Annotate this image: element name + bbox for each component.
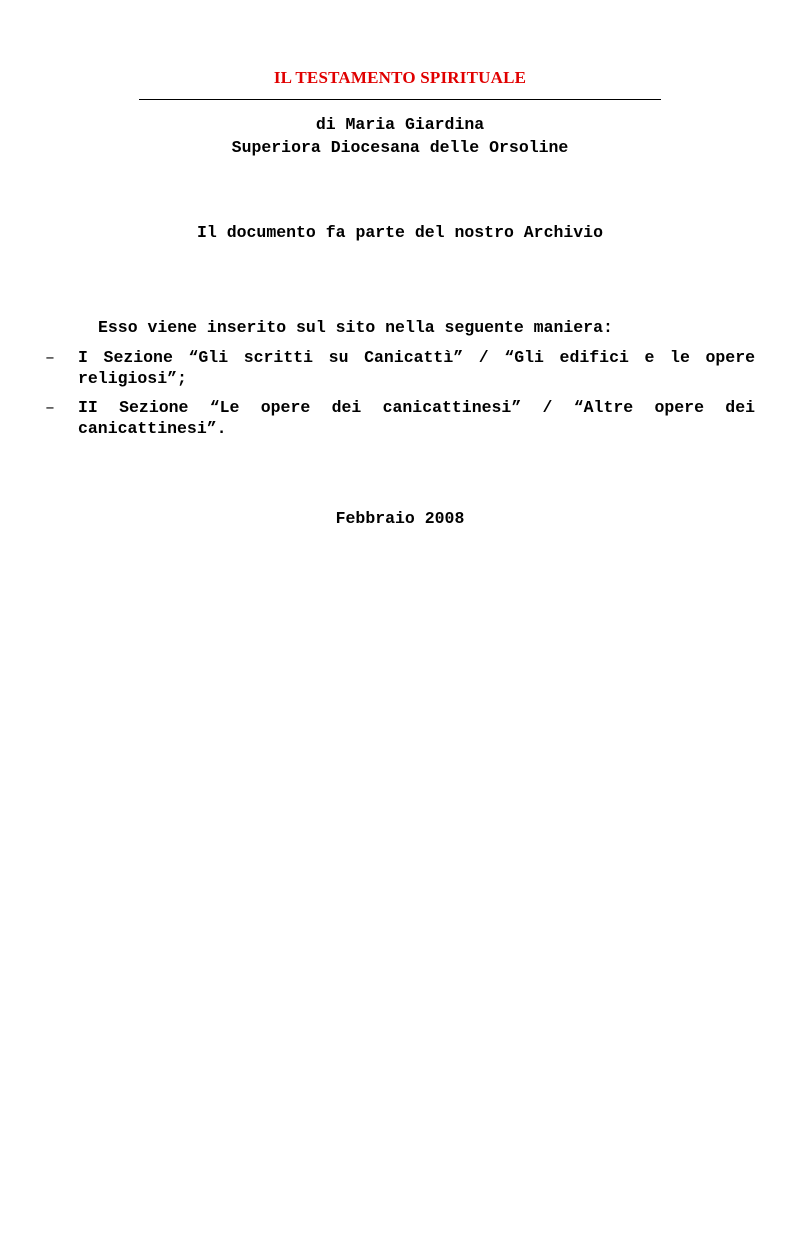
- bullet-dash: –: [45, 398, 55, 417]
- section-list: [45, 347, 755, 447]
- author-block: [0, 113, 800, 159]
- document-title: IL TESTAMENTO SPIRITUALE: [273, 68, 527, 87]
- intro-text: Esso viene inserito sul sito nella seguente maniera:: [98, 318, 613, 337]
- bullet-dash: –: [45, 348, 55, 367]
- title-divider: [139, 99, 661, 100]
- role-line: Superiora Diocesana delle Orsoline: [231, 138, 569, 157]
- archive-note: Il documento fa parte del nostro Archivio: [197, 223, 603, 242]
- document-date: Febbraio 2008: [335, 509, 465, 528]
- list-item: [45, 347, 755, 389]
- list-item: [45, 397, 755, 439]
- section-text: I Sezione “Gli scritti su Canicattì” / “Gli edifici e le opere religiosi”;: [78, 348, 755, 388]
- author-line: di Maria Giardina: [315, 115, 485, 134]
- section-text: II Sezione “Le opere dei canicattinesi” / “Altre opere dei canicattinesi”.: [78, 398, 755, 438]
